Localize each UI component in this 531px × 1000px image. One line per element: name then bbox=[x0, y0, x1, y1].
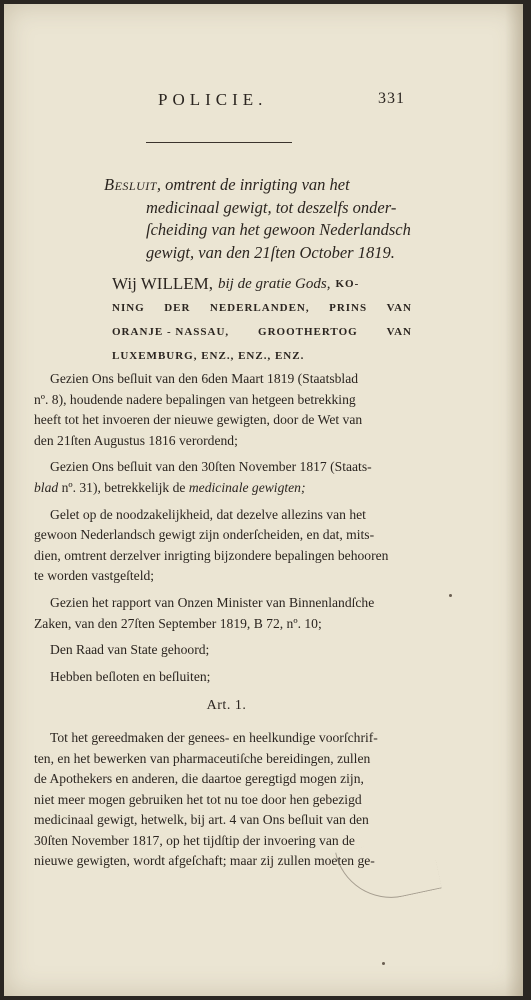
line-text: te worden vastgeſteld; bbox=[34, 568, 155, 584]
line-text: Gezien het rapport van Onzen Minister van Binnenlandſche bbox=[50, 594, 375, 610]
preamble-word: PRINS bbox=[329, 302, 368, 314]
text-line bbox=[34, 546, 419, 567]
preamble-line bbox=[112, 272, 412, 296]
preamble-title-start: KO- bbox=[335, 278, 360, 290]
text-line bbox=[34, 614, 419, 635]
royal-preamble bbox=[112, 272, 412, 368]
page-header bbox=[4, 90, 523, 116]
line-text: heeft tot het invoeren der nieuwe gewigten, door de Wet van bbox=[34, 412, 363, 428]
text-line bbox=[34, 390, 419, 411]
preamble-word: VAN bbox=[386, 326, 412, 338]
text-line bbox=[34, 640, 419, 661]
line-text: 30ſten November 1817, op het tijdſtip der invoering van de bbox=[34, 832, 355, 848]
title-text: , omtrent de inrigting van het bbox=[156, 175, 350, 194]
paragraph-considering-2 bbox=[34, 457, 419, 498]
paragraph-report bbox=[34, 593, 419, 634]
decree-title bbox=[104, 174, 412, 264]
page-gutter-shadow bbox=[505, 4, 523, 996]
preamble-word: GROOTHERTOG bbox=[258, 326, 358, 338]
line-text: dien, omtrent derzelver inrigting bijzondere bepalingen behooren bbox=[34, 547, 389, 563]
preamble-word: VAN bbox=[386, 302, 412, 314]
header-rule bbox=[146, 142, 292, 143]
text-line bbox=[34, 525, 419, 546]
text-line bbox=[34, 810, 419, 831]
preamble-line bbox=[112, 296, 412, 320]
line-text: Tot het gereedmaken der genees- en heelkundige voorſchrif- bbox=[50, 729, 378, 745]
text-line bbox=[34, 749, 419, 770]
line-text: gewoon Nederlandsch gewigt zijn onderſcheiden, en dat, mits- bbox=[34, 527, 375, 543]
line-text: Den Raad van State gehoord; bbox=[50, 642, 210, 658]
title-line: ſcheiding van het gewoon Nederlandsch bbox=[146, 220, 411, 239]
text-line bbox=[34, 566, 419, 587]
line-text-italic: blad bbox=[34, 479, 59, 495]
paper-speck bbox=[449, 594, 452, 597]
paragraph-noting bbox=[34, 505, 419, 587]
line-text: de Apothekers en anderen, die daartoe geregtigd mogen zijn, bbox=[34, 771, 364, 787]
line-text: Zaken, van den 27ſten September 1819, B 72, nº. 10; bbox=[34, 615, 322, 631]
running-head: POLICIE. bbox=[158, 90, 268, 109]
preamble-grace: bij de gratie Gods, bbox=[217, 276, 331, 292]
line-text: nieuwe gewigten, wordt afgeſchaft; maar zij zullen moeten ge- bbox=[34, 853, 375, 869]
line-text: Gezien Ons beſluit van den 6den Maart 1819 (Staatsblad bbox=[50, 371, 359, 386]
text-line bbox=[34, 728, 419, 749]
preamble-line bbox=[112, 320, 412, 344]
line-text: nº. 8), houdende nadere bepalingen van hetgeen betrekking bbox=[34, 391, 356, 407]
text-line bbox=[34, 790, 419, 811]
book-page bbox=[4, 4, 523, 996]
paragraph-resolved bbox=[34, 667, 419, 688]
text-line bbox=[34, 457, 419, 478]
line-text: medicinaal gewigt, hetwelk, bij art. 4 van Ons beſluit van den bbox=[34, 812, 369, 828]
text-line bbox=[34, 410, 419, 431]
text-line bbox=[34, 769, 419, 790]
text-line bbox=[34, 369, 419, 390]
preamble-word: LUXEMBURG, ENZ., ENZ., ENZ. bbox=[112, 350, 305, 362]
preamble-word: ORANJE - NASSAU, bbox=[112, 326, 230, 338]
page-number: 331 bbox=[378, 90, 405, 107]
paper-speck bbox=[382, 962, 385, 965]
preamble-word: NEDERLANDEN, bbox=[209, 302, 310, 314]
text-line bbox=[34, 505, 419, 526]
line-text: Hebben beſloten en beſluiten; bbox=[50, 668, 211, 684]
title-line: medicinaal gewigt, tot deszelfs onder- bbox=[146, 197, 397, 217]
line-text-italic: medicinale gewigten; bbox=[188, 479, 306, 495]
text-line bbox=[34, 431, 419, 452]
paragraph-considering-1 bbox=[34, 369, 419, 451]
preamble-king: Wij WILLEM, bbox=[112, 274, 213, 293]
preamble-line bbox=[112, 344, 412, 368]
title-line: gewigt, van den 21ſten October 1819. bbox=[146, 242, 395, 262]
decree-body bbox=[34, 369, 419, 878]
line-text: niet meer mogen gebruiken het tot nu toe door hen gebezigd bbox=[34, 791, 362, 807]
preamble-word: NING bbox=[112, 302, 145, 314]
line-text: Gelet op de noodzakelijkheid, dat dezelve allezins van het bbox=[50, 506, 366, 522]
text-line bbox=[34, 478, 419, 499]
line-text: den 21ſten Augustus 1816 verordend; bbox=[34, 432, 238, 448]
paragraph-council bbox=[34, 640, 419, 661]
text-line bbox=[34, 593, 419, 614]
title-lead-word: Besluit bbox=[104, 175, 157, 194]
title-line bbox=[104, 174, 412, 197]
line-text: Gezien Ons beſluit van den 30ſten November 1817 (Staats- bbox=[50, 459, 372, 475]
article-heading: Art. 1. bbox=[206, 698, 247, 714]
line-text: ten, en het bewerken van pharmaceutiſche bereidingen, zullen bbox=[34, 750, 371, 766]
text-line bbox=[34, 667, 419, 688]
line-text: nº. 31), betrekkelijk de bbox=[58, 479, 189, 495]
preamble-word: DER bbox=[164, 302, 191, 314]
